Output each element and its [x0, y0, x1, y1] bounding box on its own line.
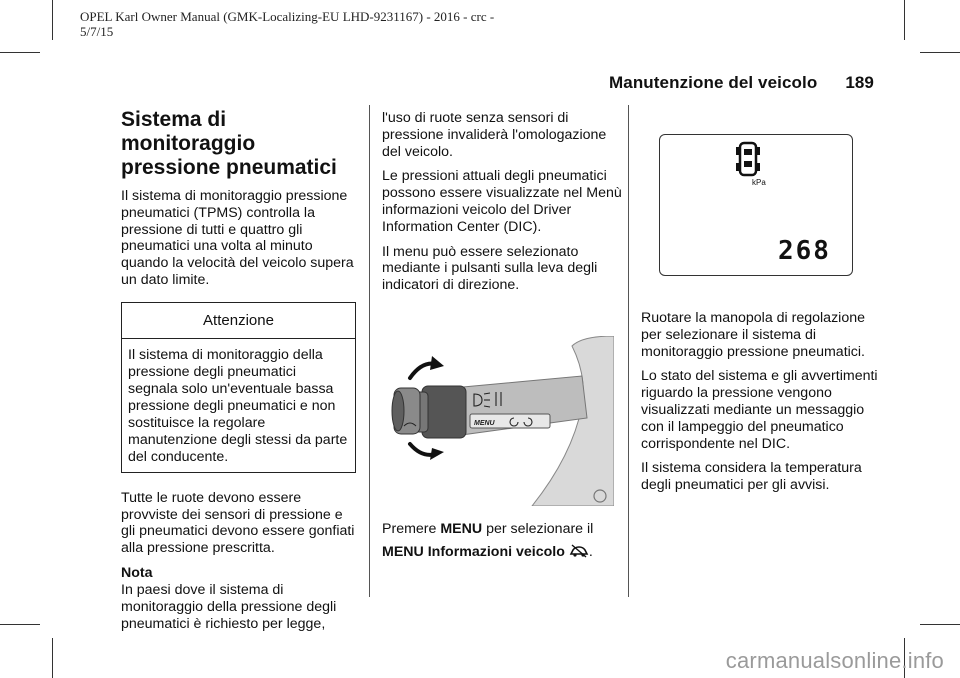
watermark: carmanualsonline.info: [725, 648, 944, 673]
vehicle-information-icon: [569, 544, 589, 558]
pressure-unit: kPa: [752, 178, 766, 187]
crop-mark: [52, 638, 53, 678]
intro-paragraph: Il sistema di monitoraggio pressione pneumatici (TPMS) controlla la pressione di tutti e quattro gli pneumatici una volta al minuto quando la velocità del veicolo supera un dato limite.: [121, 188, 354, 288]
warning-title: Attenzione: [122, 303, 355, 339]
section-heading: Sistema di monitoraggio pressione pneumatici: [121, 108, 337, 179]
crop-mark: [52, 0, 53, 40]
chapter-title: Manutenzione del veicolo: [609, 73, 818, 92]
paragraph: l'uso di ruote senza sensori di pressione invaliderà l'omologazione del veicolo.: [382, 110, 607, 160]
instruction-text: .: [588, 543, 593, 560]
instruction-line: [382, 521, 622, 538]
menu-keyword: MENU: [440, 520, 483, 537]
crop-mark: [920, 624, 960, 625]
paragraph: Lo stato del sistema e gli avvertimenti riguardo la pressione vengono visualizzati mediante un messaggio con il lampeggio del pneumatico corrispondente nel DIC.: [641, 368, 878, 452]
crop-mark: [920, 52, 960, 53]
document-info: OPEL Karl Owner Manual (GMK-Localizing-EU LHD-9231167) - 2016 - crc - 5/7/15: [80, 9, 495, 39]
column-2: [382, 110, 622, 561]
crop-mark: [0, 52, 40, 53]
dic-display-illustration: [659, 134, 853, 276]
column-divider: [369, 105, 370, 597]
crop-mark: [0, 624, 40, 625]
page-number: 189: [845, 73, 874, 92]
warning-text: Il sistema di monitoraggio della pressione degli pneumatici segnala solo un'eventuale bassa pressione degli pneumatici e non sostituisce la regolare manutenzione degli stessi da parte del conducente.: [128, 346, 348, 465]
note-title: Nota: [121, 564, 153, 581]
turn-signal-lever-illustration: [382, 336, 614, 506]
pressure-value: 268: [778, 236, 831, 266]
paragraph: Le pressioni attuali degli pneumatici possono essere visualizzate nel Menù informazioni veicolo del Driver Information Center (DIC).: [382, 168, 622, 235]
vehicle-info-menu-name: MENU Informazioni veicolo: [382, 543, 565, 560]
menu-button-label: MENU: [474, 419, 495, 427]
arrow-head-icon: [430, 356, 444, 370]
paragraph: Ruotare la manopola di regolazione per selezionare il sistema di monitoraggio pressione pneumatici.: [641, 310, 865, 360]
column-1: [121, 108, 356, 640]
instruction-line: [382, 544, 622, 561]
crop-mark: [904, 0, 905, 40]
instruction-text: Premere: [382, 520, 441, 537]
tire-pressure-vehicle-icon: [736, 143, 760, 175]
paragraph: Tutte le ruote devono essere provviste dei sensori di pressione e gli pneumatici devono essere gonfiati alla pressione prescritta.: [121, 489, 355, 557]
column-3: [641, 134, 881, 502]
warning-box: [121, 302, 356, 473]
running-head: [609, 73, 874, 93]
instruction-text: per selezionare il: [482, 520, 594, 537]
column-divider: [628, 105, 629, 597]
paragraph: Il menu può essere selezionato mediante i pulsanti sulla leva degli indicatori di direzione.: [382, 243, 598, 294]
arrow-head-icon: [430, 448, 444, 460]
paragraph: Il sistema considera la temperatura degli pneumatici per gli avvisi.: [641, 460, 862, 494]
note-text: In paesi dove il sistema di monitoraggio della pressione degli pneumatici è richiesto per legge,: [121, 581, 337, 632]
